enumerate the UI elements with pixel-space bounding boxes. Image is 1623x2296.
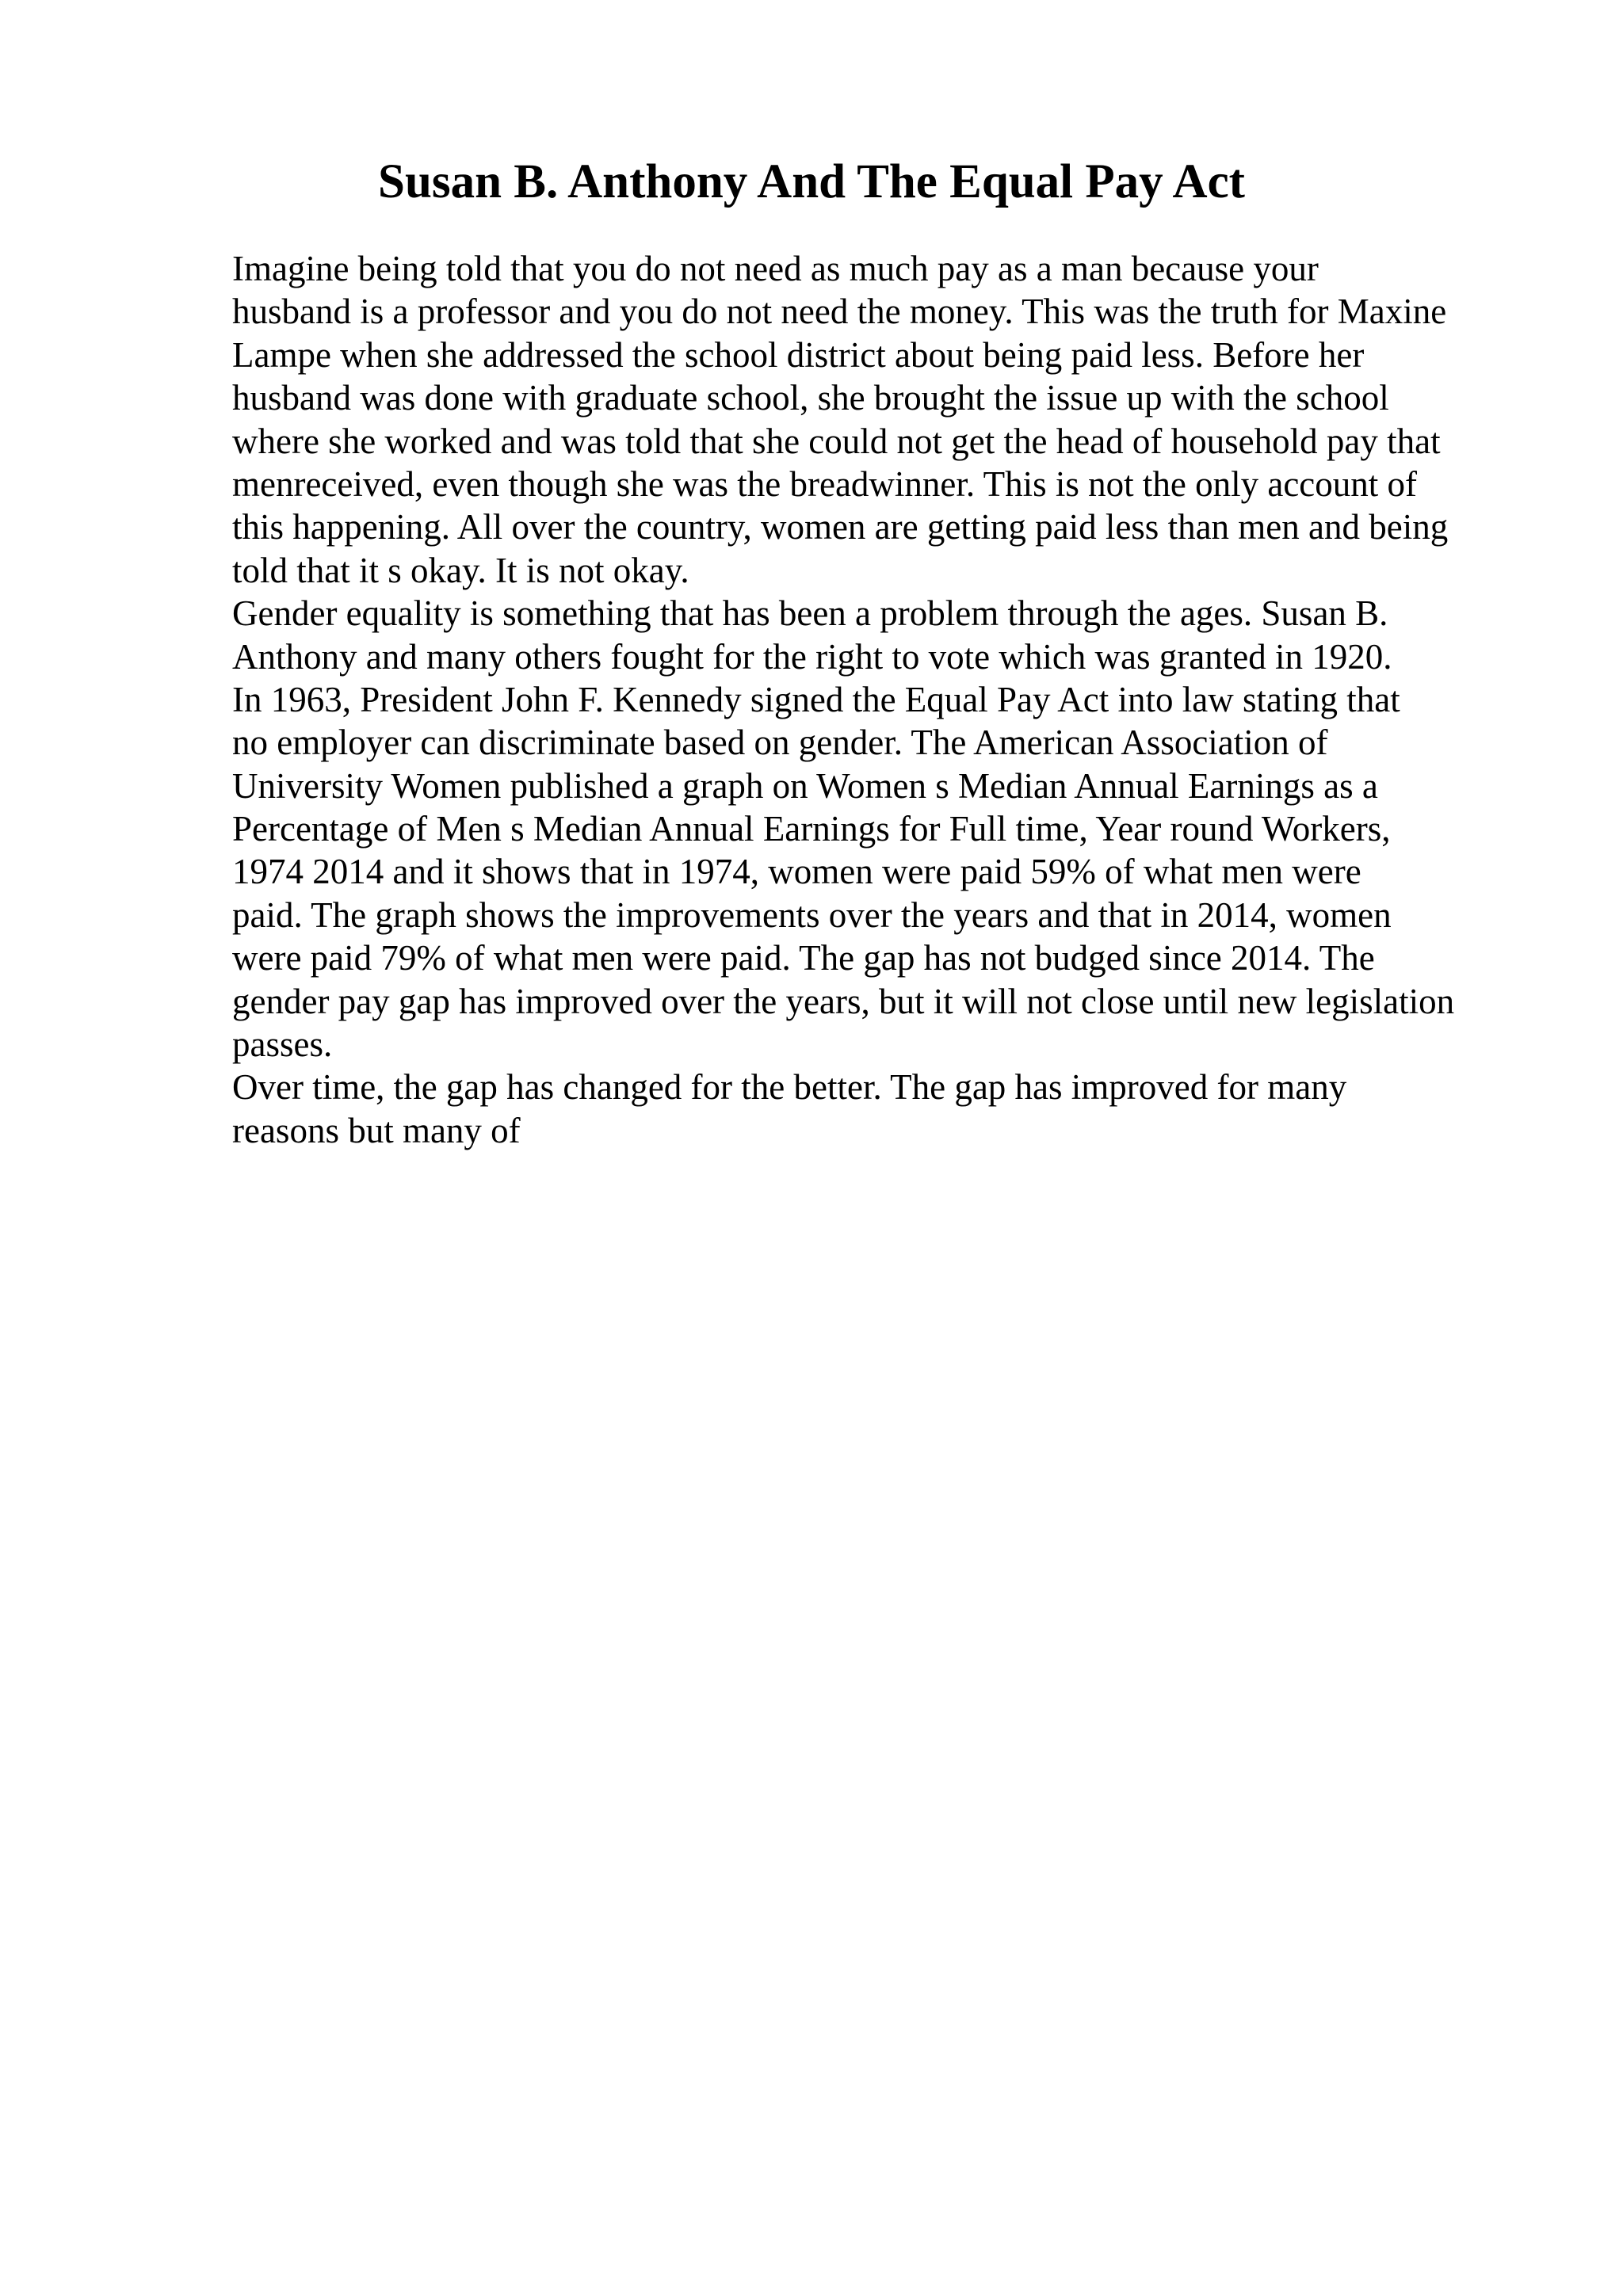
- body-line: menreceived, even though she was the breadwinner. This is not the only account of: [232, 463, 1417, 504]
- body-line: Over time, the gap has changed for the better. The gap has improved for many: [232, 1067, 1347, 1108]
- body-line: University Women published a graph on Women s Median Annual Earnings as a: [232, 765, 1378, 806]
- body-line: told that it s okay. It is not okay.: [232, 550, 689, 590]
- body-line: gender pay gap has improved over the years, but it will not close until new legislation: [232, 981, 1455, 1021]
- body-line: no employer can discriminate based on gender. The American Association of: [232, 723, 1328, 763]
- body-line: Imagine being told that you do not need as much pay as a man because your: [232, 249, 1319, 288]
- body-line: this happening. All over the country, women are getting paid less than men and being: [232, 507, 1449, 547]
- body-line: where she worked and was told that she could not get the head of household pay that: [232, 421, 1441, 461]
- body-line: were paid 79% of what men were paid. The gap has not budged since 2014. The: [232, 938, 1375, 978]
- body-line: Gender equality is something that has been a problem through the ages. Susan B.: [232, 593, 1388, 634]
- body-line: In 1963, President John F. Kennedy signed the Equal Pay Act into law stating that: [232, 679, 1400, 719]
- body-line: husband is a professor and you do not need the money. This was the truth for Maxine: [232, 292, 1447, 332]
- document-body: [232, 247, 1532, 1152]
- body-line: husband was done with graduate school, she brought the issue up with the school: [232, 378, 1389, 418]
- body-line: 1974 2014 and it shows that in 1974, women were paid 59% of what men were: [232, 852, 1361, 892]
- body-line: paid. The graph shows the improvements over the years and that in 2014, women: [232, 894, 1392, 935]
- body-line: passes.: [232, 1024, 333, 1065]
- document-title: Susan B. Anthony And The Equal Pay Act: [378, 155, 1245, 208]
- body-line: reasons but many of: [232, 1110, 521, 1150]
- body-line: Anthony and many others fought for the right to vote which was granted in 1920.: [232, 636, 1392, 677]
- body-line: Lampe when she addressed the school district about being paid less. Before her: [232, 334, 1365, 375]
- body-line: Percentage of Men s Median Annual Earnings for Full time, Year round Workers,: [232, 809, 1391, 849]
